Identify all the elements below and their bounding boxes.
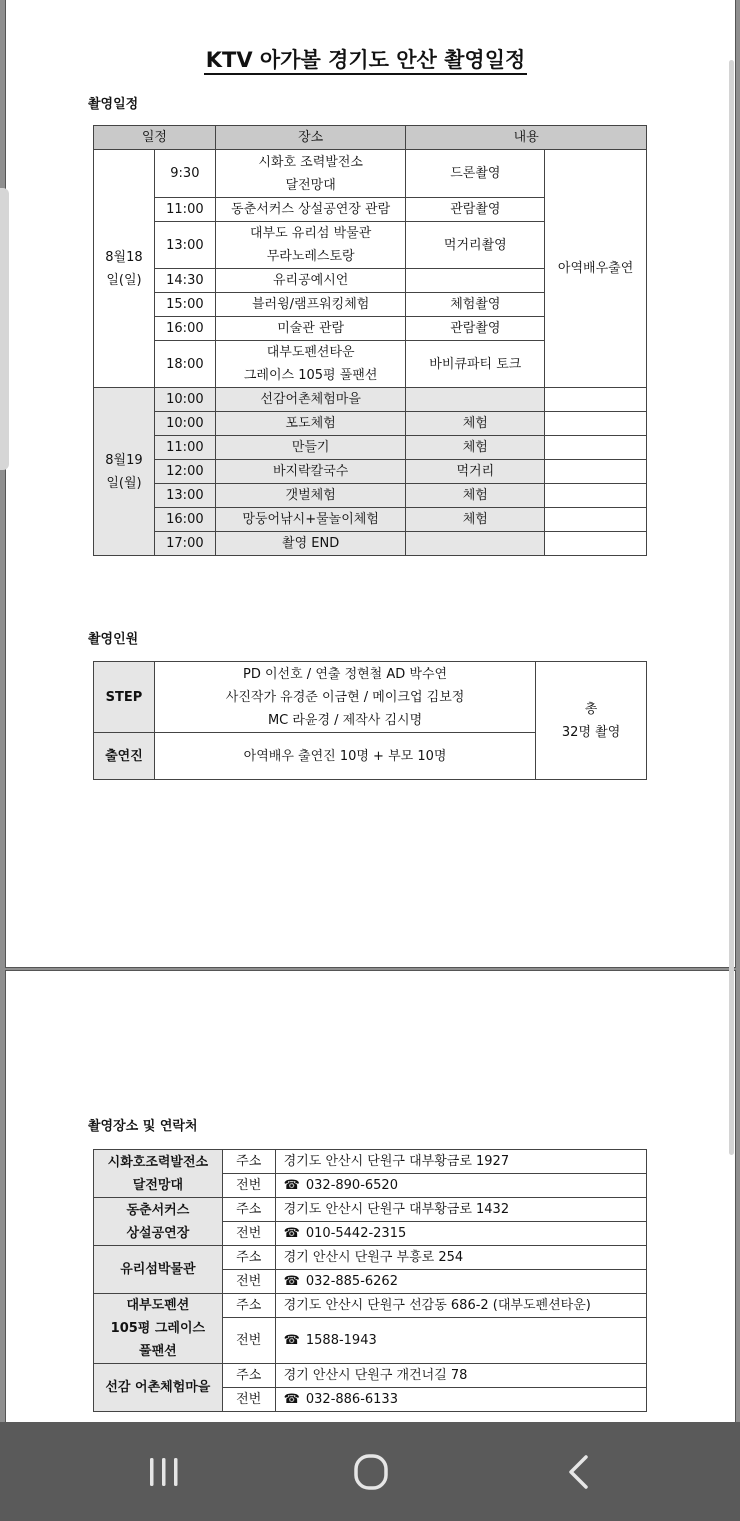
side-note: 아역배우출연 bbox=[545, 150, 647, 388]
document-title: KTV 아가볼 경기도 안산 촬영일정 bbox=[0, 44, 731, 74]
step-line: 사진작가 유경준 이금현 / 메이크업 김보정 bbox=[225, 689, 465, 705]
schedule-content: 체험 bbox=[406, 412, 545, 436]
edge-panel-handle[interactable] bbox=[0, 188, 9, 470]
phone-label: 전번 bbox=[222, 1318, 275, 1364]
header-place: 장소 bbox=[215, 126, 406, 150]
phone-number: 032-885-6262 bbox=[305, 1274, 398, 1289]
schedule-time: 17:00 bbox=[154, 532, 215, 556]
empty-cell bbox=[545, 436, 647, 460]
address-label: 주소 bbox=[222, 1364, 275, 1388]
address-label: 주소 bbox=[222, 1246, 275, 1270]
empty-cell bbox=[545, 508, 647, 532]
home-icon bbox=[341, 1452, 401, 1492]
empty-cell bbox=[545, 460, 647, 484]
schedule-time: 11:00 bbox=[154, 436, 215, 460]
phone-icon: ☎ bbox=[283, 1333, 300, 1348]
phone-label: 전번 bbox=[222, 1388, 275, 1412]
schedule-content: 체험 bbox=[406, 484, 545, 508]
empty-cell bbox=[545, 388, 647, 412]
contact-address-row bbox=[94, 1198, 647, 1222]
schedule-place: 시화호 조력발전소 달전망대 bbox=[215, 150, 406, 198]
phone-label: 전번 bbox=[222, 1270, 275, 1294]
schedule-time: 18:00 bbox=[154, 341, 215, 388]
schedule-content: 관람촬영 bbox=[406, 198, 545, 222]
schedule-content bbox=[406, 532, 545, 556]
schedule-place: 동춘서커스 상설공연장 관람 bbox=[215, 198, 406, 222]
schedule-time: 10:00 bbox=[154, 412, 215, 436]
cast-label: 출연진 bbox=[94, 733, 155, 780]
schedule-place: 미술관 관람 bbox=[215, 317, 406, 341]
step-members bbox=[154, 662, 535, 733]
phone-value[interactable] bbox=[275, 1174, 646, 1198]
empty-cell bbox=[545, 484, 647, 508]
address-value: 경기도 안산시 단원구 선감동 686-2 (대부도펜션타운) bbox=[275, 1294, 646, 1318]
total-count: 총 32명 촬영 bbox=[536, 662, 647, 780]
schedule-place: 망둥어낚시+물놀이체험 bbox=[215, 508, 406, 532]
schedule-content: 먹거리 bbox=[406, 460, 545, 484]
schedule-time: 12:00 bbox=[154, 460, 215, 484]
schedule-row bbox=[94, 532, 647, 556]
contact-address-row bbox=[94, 1364, 647, 1388]
schedule-place: 대부도펜션타운 그레이스 105평 풀팬션 bbox=[215, 341, 406, 388]
schedule-row bbox=[94, 412, 647, 436]
schedule-place: 유리공예시언 bbox=[215, 269, 406, 293]
schedule-content: 관람촬영 bbox=[406, 317, 545, 341]
schedule-time: 9:30 bbox=[154, 150, 215, 198]
schedule-row bbox=[94, 484, 647, 508]
contact-name: 유리섬박물관 bbox=[94, 1246, 223, 1294]
phone-value[interactable] bbox=[275, 1222, 646, 1246]
schedule-content bbox=[406, 269, 545, 293]
schedule-time: 16:00 bbox=[154, 508, 215, 532]
contacts-table bbox=[93, 1149, 647, 1412]
phone-icon: ☎ bbox=[283, 1178, 300, 1193]
back-button[interactable] bbox=[549, 1452, 609, 1492]
schedule-content bbox=[406, 388, 545, 412]
schedule-row bbox=[94, 150, 647, 198]
phone-number: 010-5442-2315 bbox=[305, 1226, 407, 1241]
phone-value[interactable] bbox=[275, 1318, 646, 1364]
step-line: PD 이선호 / 연출 정현철 AD 박수연 bbox=[243, 666, 448, 682]
schedule-time: 16:00 bbox=[154, 317, 215, 341]
schedule-row bbox=[94, 436, 647, 460]
schedule-section-title: 촬영일정 bbox=[88, 97, 139, 112]
schedule-content: 체험촬영 bbox=[406, 293, 545, 317]
staff-section-title: 촬영인원 bbox=[88, 632, 139, 647]
schedule-content: 드론촬영 bbox=[406, 150, 545, 198]
phone-label: 전번 bbox=[222, 1174, 275, 1198]
schedule-place: 갯벌체험 bbox=[215, 484, 406, 508]
schedule-row bbox=[94, 460, 647, 484]
phone-label: 전번 bbox=[222, 1222, 275, 1246]
phone-number: 032-886-6133 bbox=[305, 1392, 398, 1407]
step-line: MC 라윤경 / 제작사 김시명 bbox=[267, 712, 423, 728]
address-label: 주소 bbox=[222, 1294, 275, 1318]
schedule-content: 바비큐파티 토크 bbox=[406, 341, 545, 388]
schedule-time: 10:00 bbox=[154, 388, 215, 412]
header-content: 내용 bbox=[406, 126, 647, 150]
schedule-time: 13:00 bbox=[154, 222, 215, 269]
back-icon bbox=[549, 1452, 609, 1492]
cast-value: 아역배우 출연진 10명 + 부모 10명 bbox=[154, 733, 535, 780]
schedule-content: 체험 bbox=[406, 436, 545, 460]
empty-cell bbox=[545, 532, 647, 556]
phone-icon: ☎ bbox=[283, 1392, 300, 1407]
recent-apps-button[interactable] bbox=[134, 1452, 194, 1492]
contact-name: 선감 어촌체험마을 bbox=[94, 1364, 223, 1412]
day-label-aug18: 8월18 일(일) bbox=[94, 150, 155, 388]
scrollbar[interactable] bbox=[729, 60, 734, 1155]
schedule-content: 먹거리촬영 bbox=[406, 222, 545, 269]
schedule-place: 대부도 유리섬 박물관 무라노레스토랑 bbox=[215, 222, 406, 269]
header-schedule: 일정 bbox=[94, 126, 216, 150]
phone-value[interactable] bbox=[275, 1270, 646, 1294]
contact-address-row bbox=[94, 1150, 647, 1174]
address-value: 경기 안산시 단원구 개건너길 78 bbox=[275, 1364, 646, 1388]
schedule-time: 13:00 bbox=[154, 484, 215, 508]
contact-address-row bbox=[94, 1294, 647, 1318]
staff-table bbox=[93, 661, 647, 780]
address-label: 주소 bbox=[222, 1150, 275, 1174]
schedule-place: 만들기 bbox=[215, 436, 406, 460]
schedule-place: 블러윙/램프워킹체험 bbox=[215, 293, 406, 317]
contact-name: 시화호조력발전소 달전망대 bbox=[94, 1150, 223, 1198]
schedule-place: 선감어촌체험마을 bbox=[215, 388, 406, 412]
recent-apps-icon bbox=[134, 1452, 194, 1492]
address-label: 주소 bbox=[222, 1198, 275, 1222]
address-value: 경기도 안산시 단원구 대부황금로 1927 bbox=[275, 1150, 646, 1174]
contact-name: 동춘서커스 상설공연장 bbox=[94, 1198, 223, 1246]
schedule-content: 체험 bbox=[406, 508, 545, 532]
address-value: 경기도 안산시 단원구 대부황금로 1432 bbox=[275, 1198, 646, 1222]
contacts-section-title: 촬영장소 및 연락처 bbox=[88, 1119, 198, 1134]
schedule-row bbox=[94, 388, 647, 412]
schedule-place: 촬영 END bbox=[215, 532, 406, 556]
schedule-time: 15:00 bbox=[154, 293, 215, 317]
step-label: STEP bbox=[94, 662, 155, 733]
schedule-row bbox=[94, 508, 647, 532]
contact-address-row bbox=[94, 1246, 647, 1270]
phone-icon: ☎ bbox=[283, 1274, 300, 1289]
schedule-place: 바지락칼국수 bbox=[215, 460, 406, 484]
schedule-place: 포도체험 bbox=[215, 412, 406, 436]
schedule-time: 14:30 bbox=[154, 269, 215, 293]
android-navigation-bar bbox=[0, 1422, 740, 1521]
home-button[interactable] bbox=[341, 1452, 401, 1492]
schedule-table bbox=[93, 125, 647, 556]
phone-value[interactable] bbox=[275, 1388, 646, 1412]
day-label-aug19: 8월19 일(월) bbox=[94, 388, 155, 556]
contact-name: 대부도펜션 105평 그레이스 풀팬션 bbox=[94, 1294, 223, 1364]
schedule-time: 11:00 bbox=[154, 198, 215, 222]
phone-number: 1588-1943 bbox=[305, 1333, 377, 1348]
phone-number: 032-890-6520 bbox=[305, 1178, 398, 1193]
phone-icon: ☎ bbox=[283, 1226, 300, 1241]
address-value: 경기 안산시 단원구 부흥로 254 bbox=[275, 1246, 646, 1270]
empty-cell bbox=[545, 412, 647, 436]
